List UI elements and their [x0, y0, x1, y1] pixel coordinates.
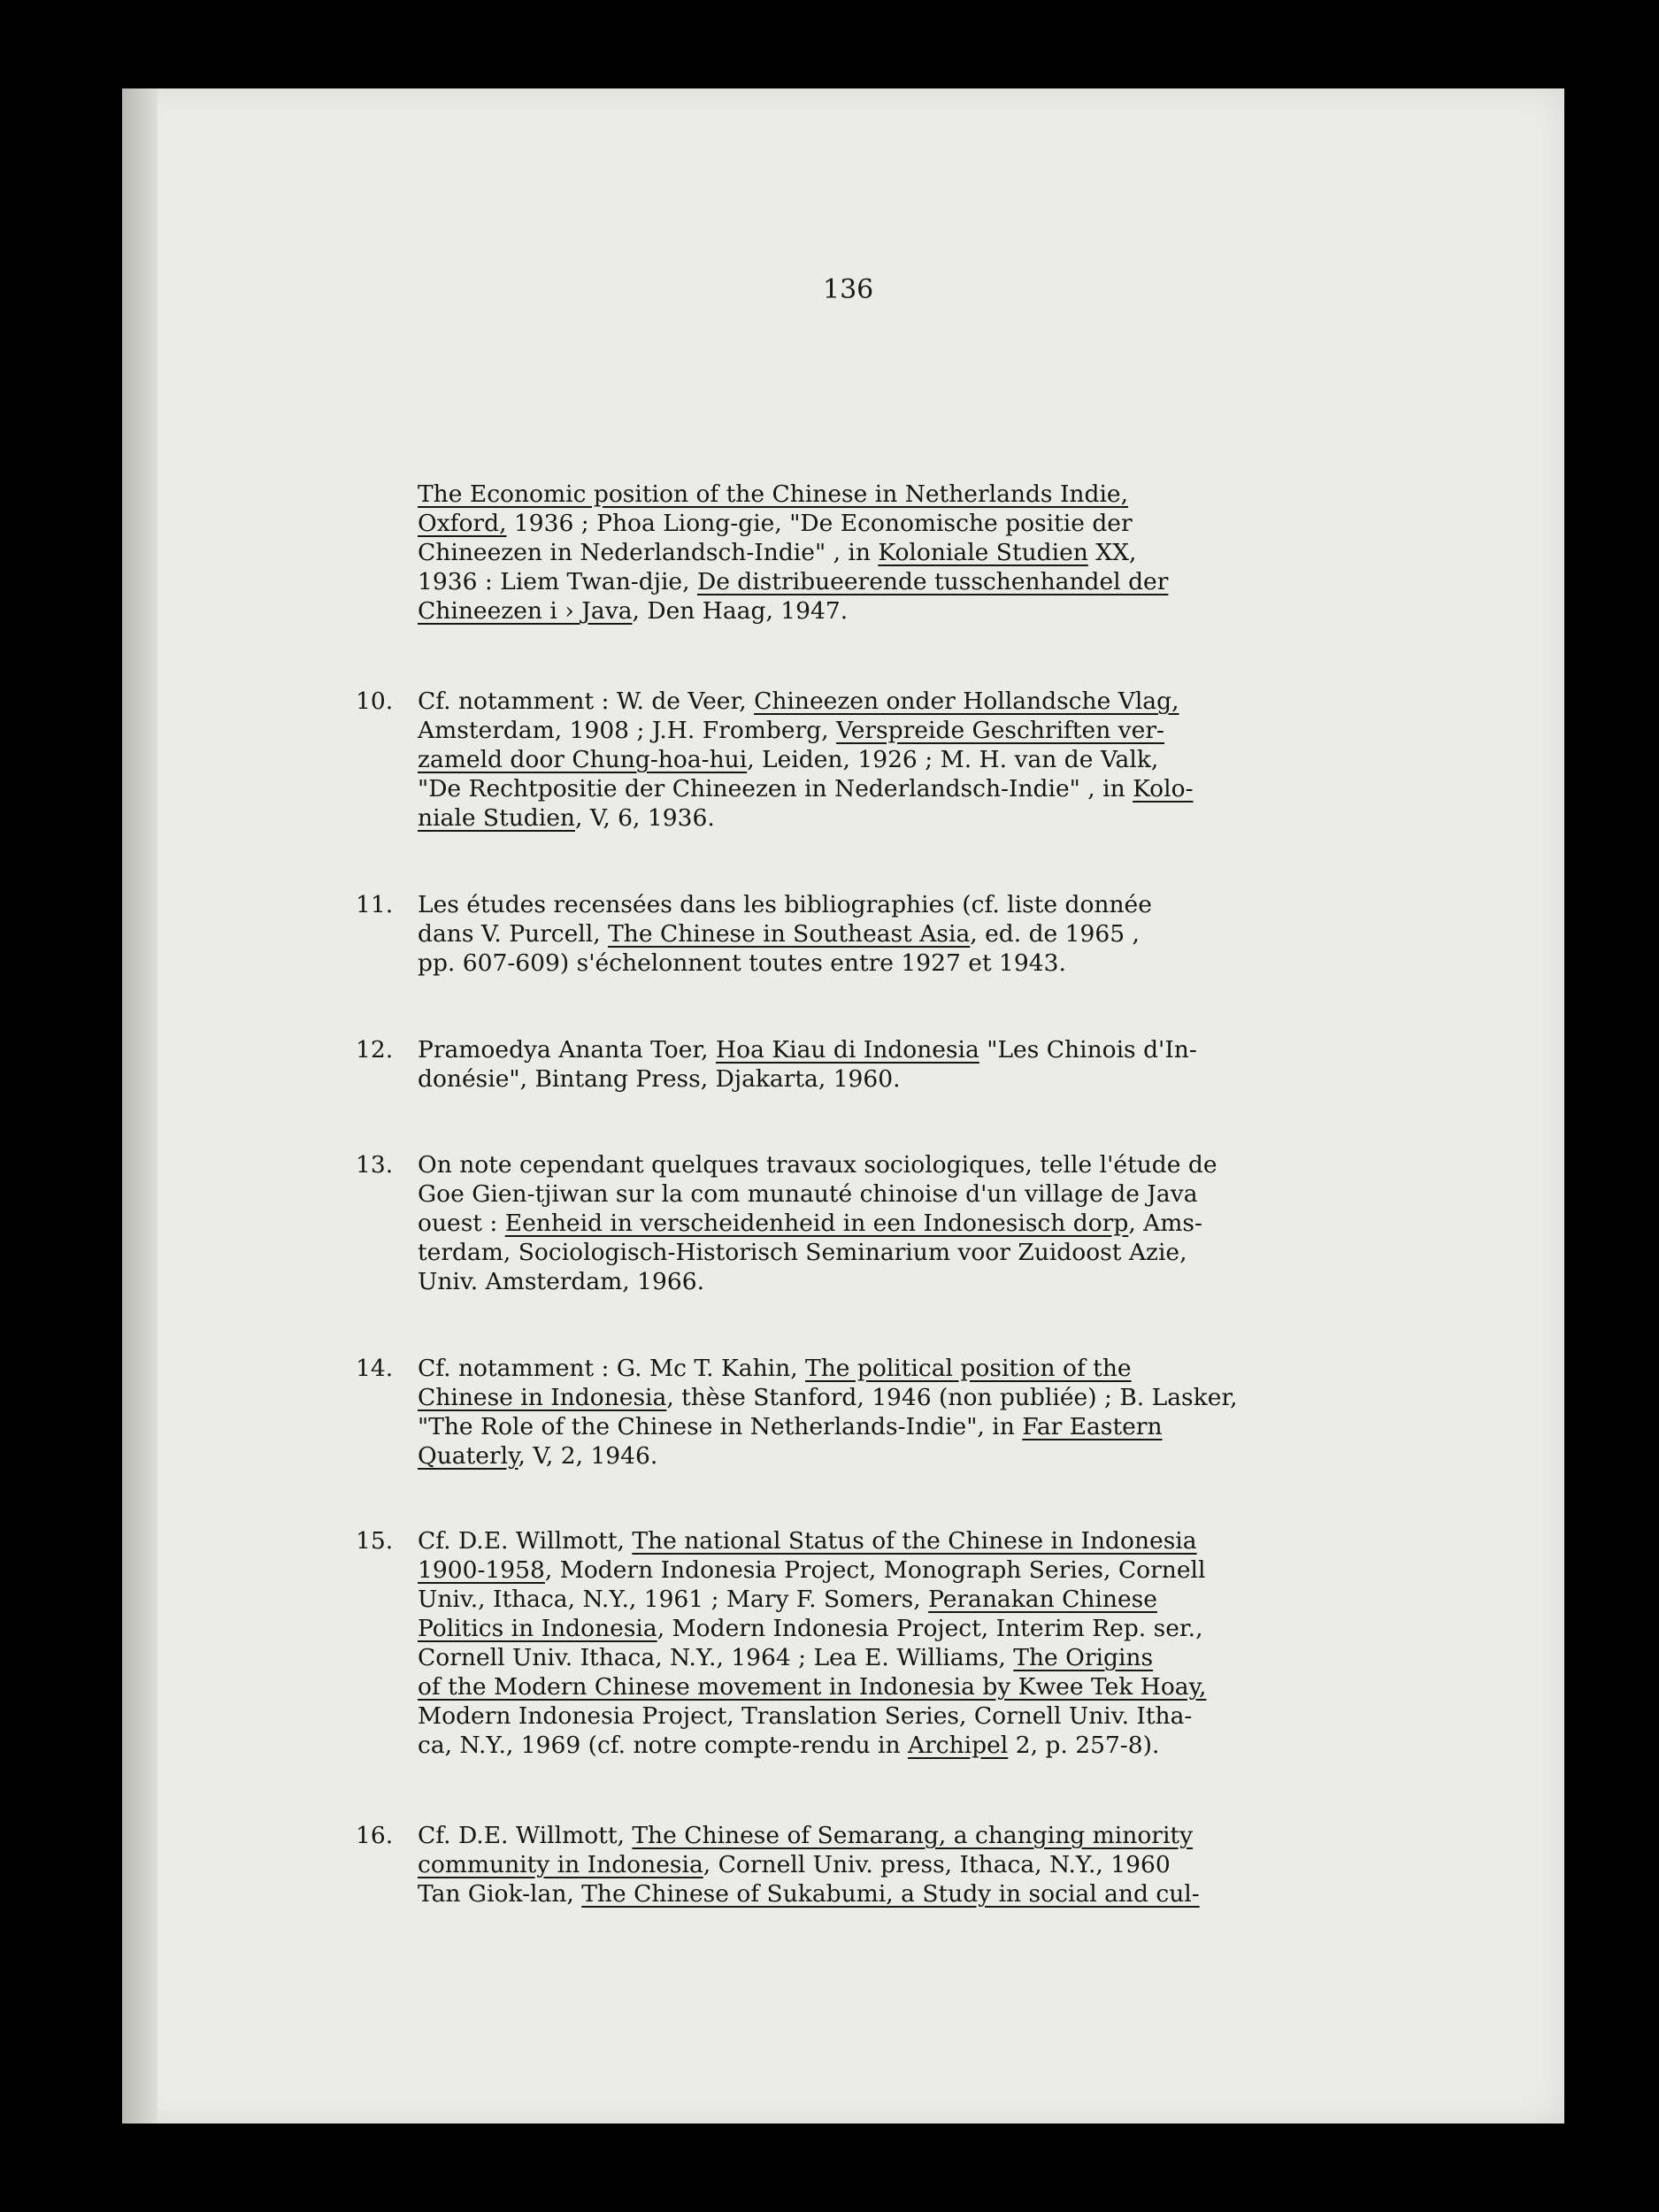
footnote-line: niale Studien, V, 6, 1936. — [418, 804, 715, 832]
footnote-line: Chinese in Indonesia, thèse Stanford, 1946 (non publiée) ; B. Lasker, — [418, 1384, 1238, 1411]
footnote-line: "De Rechtpositie der Chineezen in Nederlandsch-Indie" , in Kolo- — [418, 775, 1194, 803]
footnote-line: community in Indonesia, Cornell Univ. press, Ithaca, N.Y., 1960 — [418, 1851, 1171, 1878]
underlined-title: Hoa Kiau di Indonesia — [716, 1036, 979, 1064]
footnote-11 — [356, 890, 1409, 978]
footnote-line: terdam, Sociologisch-Historisch Seminarium voor Zuidoost Azie, — [418, 1239, 1187, 1266]
footnote-line: Amsterdam, 1908 ; J.H. Fromberg, Verspreide Geschriften ver- — [418, 717, 1164, 744]
underlined-title: Peranakan Chinese — [928, 1586, 1157, 1613]
footnote-line — [418, 480, 1409, 509]
footnote-line: Les études recensées dans les bibliographies (cf. liste donnée — [418, 891, 1152, 918]
underlined-title: of the Modern Chinese movement in Indonesia by Kwee Tek Hoay, — [418, 1673, 1207, 1701]
underlined-title: Chinese in Indonesia — [418, 1384, 667, 1411]
footnote-number: 10. — [356, 687, 394, 715]
footnote-line: Pramoedya Ananta Toer, Hoa Kiau di Indonesia "Les Chinois d'In- — [418, 1036, 1197, 1064]
underlined-title: Politics in Indonesia — [418, 1615, 657, 1642]
underlined-title: niale Studien — [418, 804, 575, 832]
footnote-10 — [356, 687, 1409, 833]
footnote-line: Cf. notamment : W. de Veer, Chineezen onder Hollandsche Vlag, — [418, 687, 1179, 715]
footnote-line: Cf. D.E. Willmott, The Chinese of Semarang, a changing minority — [418, 1822, 1194, 1849]
footnote-line: Chineezen in Nederlandsch-Indie" , in Koloniale Studien XX, — [418, 539, 1137, 566]
footnote-line: pp. 607-609) s'échelonnent toutes entre 1927 et 1943. — [418, 949, 1066, 977]
underlined-title: zameld door Chung-hoa-hui — [418, 746, 748, 773]
underlined-title: De distribueerende tusschenhandel der — [696, 568, 1169, 595]
underlined-title: Oxford, — [418, 510, 507, 537]
footnote-line: 1900-1958, Modern Indonesia Project, Monograph Series, Cornell — [418, 1556, 1206, 1584]
footnote-line: Tan Giok-lan, The Chinese of Sukabumi, a Study in social and cul- — [418, 1880, 1200, 1908]
underlined-title: Quaterly — [418, 1442, 518, 1470]
footnote-line: "The Role of the Chinese in Netherlands-Indie", in Far Eastern — [418, 1413, 1163, 1440]
footnote-line — [418, 1672, 1409, 1701]
underlined-title: Koloniale Studien — [878, 539, 1088, 566]
page-number: 136 — [823, 274, 874, 305]
footnote-line: On note cependant quelques travaux sociologiques, telle l'étude de — [418, 1151, 1217, 1179]
underlined-title: Archipel — [907, 1732, 1009, 1759]
footnote-line: Cf. D.E. Willmott, The national Status of the Chinese in Indonesia — [418, 1527, 1197, 1555]
footnote-line: Politics in Indonesia, Modern Indonesia Project, Interim Rep. ser., — [418, 1615, 1203, 1642]
footnote-line: Quaterly, V, 2, 1946. — [418, 1442, 658, 1470]
underlined-title: The Chinese of Sukabumi, a Study in social and cul- — [581, 1880, 1200, 1908]
footnote-line: Modern Indonesia Project, Translation Series, Cornell Univ. Itha- — [418, 1702, 1193, 1730]
footnote-line: 1936 : Liem Twan-djie, De distribueerende tusschenhandel der — [418, 568, 1169, 595]
footnote-line: Univ. Amsterdam, 1966. — [418, 1268, 705, 1295]
footnote-line: Goe Gien-tjiwan sur la com munauté chinoise d'un village de Java — [418, 1180, 1198, 1208]
footnote-12 — [356, 1035, 1409, 1094]
underlined-title: The Economic position of the Chinese in Netherlands Indie, — [418, 480, 1129, 508]
footnote-number: 15. — [356, 1527, 394, 1555]
footnote-number: 12. — [356, 1036, 394, 1064]
footnote-number: 11. — [356, 891, 394, 918]
underlined-title: Far Eastern — [1022, 1413, 1163, 1440]
underlined-title: Chineezen onder Hollandsche Vlag, — [754, 687, 1179, 715]
underlined-title: The national Status of the Chinese in Indonesia — [632, 1527, 1197, 1555]
underlined-title: The Chinese in Southeast Asia — [608, 920, 971, 948]
footnote-line: Univ., Ithaca, N.Y., 1961 ; Mary F. Somers, Peranakan Chinese — [418, 1586, 1157, 1613]
footnote-line: donésie", Bintang Press, Djakarta, 1960. — [418, 1065, 901, 1093]
footnote-line: Cornell Univ. Ithaca, N.Y., 1964 ; Lea E. Williams, The Origins — [418, 1644, 1154, 1671]
underlined-title: Chineezen i › Java — [418, 597, 633, 625]
footnote-line: Cf. notamment : G. Mc T. Kahin, The political position of the — [418, 1355, 1132, 1382]
footnote-13 — [356, 1150, 1409, 1296]
underlined-title: 1900-1958 — [418, 1556, 545, 1584]
underlined-title: community in Indonesia — [418, 1851, 703, 1878]
footnote-number: 16. — [356, 1822, 394, 1849]
footnote-continuation — [418, 480, 1409, 626]
footnote-number: 13. — [356, 1151, 394, 1179]
footnote-line: ouest : Eenheid in verscheidenheid in een Indonesisch dorp, Ams- — [418, 1210, 1202, 1237]
footnote-line: Oxford, 1936 ; Phoa Liong-gie, "De Economische positie der — [418, 510, 1133, 537]
footnote-line: dans V. Purcell, The Chinese in Southeast Asia, ed. de 1965 , — [418, 920, 1140, 948]
underlined-title: Verspreide Geschriften ver- — [836, 717, 1164, 744]
footnote-line: ca, N.Y., 1969 (cf. notre compte-rendu in Archipel 2, p. 257-8). — [418, 1732, 1160, 1759]
footnote-line: Chineezen i › Java, Den Haag, 1947. — [418, 597, 849, 625]
footnote-15 — [356, 1526, 1409, 1760]
footnote-number: 14. — [356, 1355, 394, 1382]
underlined-title: Kolo- — [1133, 775, 1194, 803]
footnote-line: zameld door Chung-hoa-hui, Leiden, 1926 ; M. H. van de Valk, — [418, 746, 1159, 773]
footnote-16 — [356, 1821, 1409, 1909]
underlined-title: The Origins — [1013, 1644, 1154, 1671]
footnote-14 — [356, 1354, 1409, 1471]
underlined-title: Eenheid in verscheidenheid in een Indonesisch dorp — [504, 1210, 1129, 1237]
underlined-title: The political position of the — [805, 1355, 1132, 1382]
underlined-title: The Chinese of Semarang, a changing minority — [632, 1822, 1194, 1849]
